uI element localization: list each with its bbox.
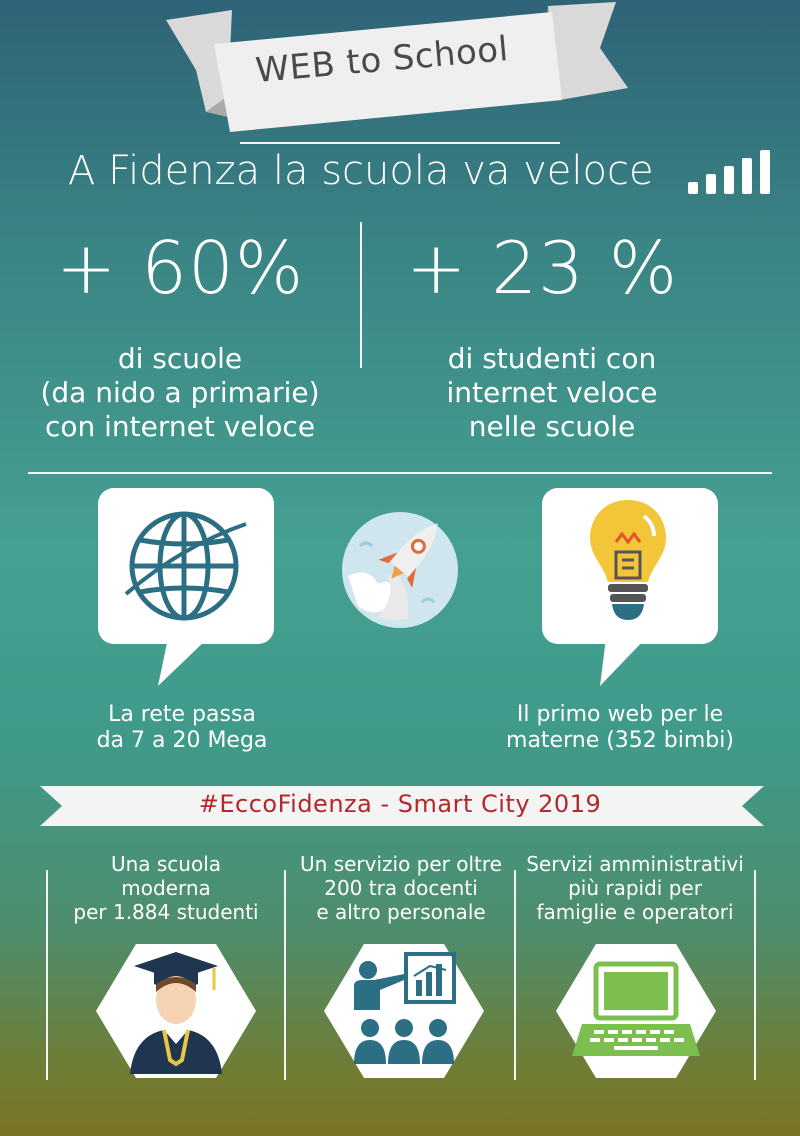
rocket-icon xyxy=(338,506,462,630)
column-students-text xyxy=(56,852,276,924)
column-text-line: Un servizio per oltre xyxy=(300,852,502,876)
stat-students-desc-line: internet veloce xyxy=(446,376,658,409)
laptop-hexagon xyxy=(556,944,716,1078)
network-caption-line: La rete passa xyxy=(108,702,256,727)
network-caption xyxy=(72,702,292,754)
column-staff-text xyxy=(294,852,508,924)
column-text-line: famiglie e operatori xyxy=(536,900,734,924)
graduate-hexagon xyxy=(96,944,256,1078)
column-admin-text xyxy=(522,852,748,924)
column-text-line: Una scuola xyxy=(110,852,222,876)
signal-bars-icon xyxy=(688,150,778,196)
column-divider xyxy=(284,870,286,1080)
globe-icon xyxy=(122,506,252,626)
stat-schools-desc-line: di scuole xyxy=(117,342,243,375)
banner-title: WEB to School xyxy=(253,29,511,91)
kindergarten-caption-line: Il primo web per le xyxy=(516,702,724,727)
column-text-line: più rapidi per xyxy=(568,876,702,900)
stat-students-desc-line: di studenti con xyxy=(447,342,657,375)
column-text-line: per 1.884 studenti xyxy=(73,900,259,924)
network-caption-line: da 7 a 20 Mega xyxy=(96,728,268,753)
column-divider xyxy=(754,870,756,1080)
column-divider xyxy=(514,870,516,1080)
column-text-line: Servizi amministrativi xyxy=(526,852,744,876)
kindergarten-caption xyxy=(498,702,742,754)
stat-schools-desc xyxy=(20,342,340,444)
stat-students-desc xyxy=(392,342,712,444)
stat-schools-desc-line: (da nido a primarie) xyxy=(40,376,320,409)
page-subtitle: A Fidenza la scuola va veloce xyxy=(68,148,654,194)
column-divider xyxy=(46,870,48,1080)
divider-vertical xyxy=(360,222,362,368)
stat-students-value: + 23 % xyxy=(406,226,679,310)
presentation-hexagon xyxy=(324,944,484,1078)
divider-middle xyxy=(28,472,772,474)
stat-students-desc-line: nelle scuole xyxy=(468,410,636,443)
column-text-line: 200 tra docenti xyxy=(324,876,478,900)
kindergarten-caption-line: materne (352 bimbi) xyxy=(506,728,734,753)
lightbulb-icon xyxy=(586,496,670,626)
stat-schools-desc-line: con internet veloce xyxy=(44,410,316,443)
hashtag-text: #EccoFidenza - Smart City 2019 xyxy=(198,790,602,818)
column-text-line: e altro personale xyxy=(316,900,486,924)
stat-schools-value: + 60% xyxy=(56,226,305,310)
column-text-line: moderna xyxy=(121,876,211,900)
divider-top xyxy=(240,142,560,144)
